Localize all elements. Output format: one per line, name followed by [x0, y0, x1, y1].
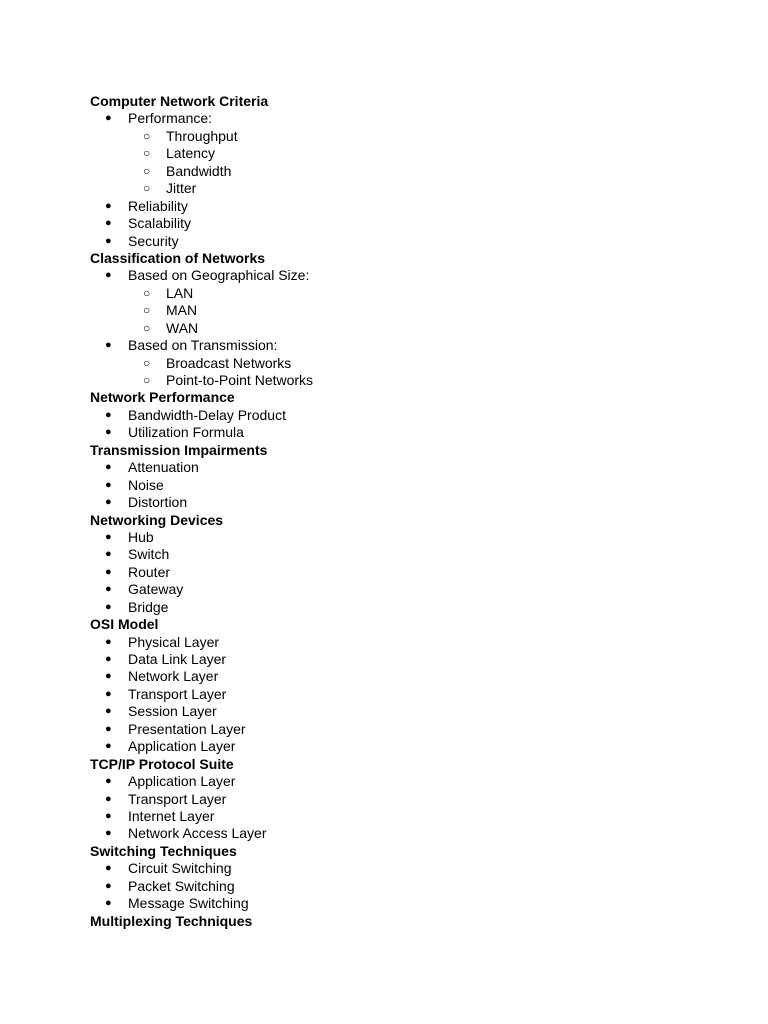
list-item-text: Hub	[128, 528, 154, 545]
list-item-text: Distortion	[128, 494, 188, 511]
list-item	[90, 721, 730, 738]
list-item-text: Circuit Switching	[128, 860, 232, 877]
list-item	[90, 581, 730, 598]
list-item-bullet: ●	[105, 269, 112, 282]
list-item-bullet: ●	[105, 670, 112, 683]
list-item	[90, 860, 730, 877]
list-item-bullet: ●	[105, 687, 112, 700]
section-heading: Classification of Networks	[90, 249, 266, 266]
section-heading: Networking Devices	[90, 511, 224, 528]
list-item-bullet: ●	[105, 635, 112, 648]
list-item	[90, 668, 730, 685]
list-item-bullet: ●	[105, 775, 112, 788]
list-item	[90, 686, 730, 703]
list-item	[90, 529, 730, 546]
sub-list-item-text: Latency	[166, 145, 216, 162]
list-item	[90, 878, 730, 895]
list-item-text: Transport Layer	[128, 685, 227, 702]
list-item-bullet: ●	[105, 217, 112, 230]
list-item	[90, 791, 730, 808]
list-item-bullet: ●	[105, 792, 112, 805]
list-item	[90, 424, 730, 441]
list-item-bullet: ●	[105, 199, 112, 212]
list-item-text: Noise	[128, 476, 164, 493]
list-item	[90, 825, 730, 842]
list-item	[90, 233, 730, 250]
sub-list-item-bullet: ○	[143, 163, 151, 178]
list-item	[90, 459, 730, 476]
sub-list-item-text: LAN	[166, 284, 194, 301]
sub-list-item-text: Bandwidth	[166, 162, 232, 179]
list-item-bullet: ●	[105, 653, 112, 665]
section-heading: Network Performance	[90, 389, 235, 406]
sub-list-item-text: Jitter	[166, 180, 197, 197]
sub-list-item-bullet: ○	[143, 181, 151, 196]
list-item-text: Gateway	[128, 581, 184, 598]
list-item-text: Attenuation	[128, 459, 199, 476]
list-item-text: Message Switching	[128, 895, 249, 912]
sub-list-item-bullet: ○	[143, 303, 151, 318]
list-item-text: Bridge	[128, 598, 169, 615]
list-item-text: Session Layer	[128, 703, 217, 720]
list-item-text: Based on Transmission:	[128, 337, 278, 354]
sub-list-item	[90, 163, 730, 180]
list-item	[90, 895, 730, 912]
sub-list-item	[90, 372, 730, 389]
list-item-bullet: ●	[105, 809, 112, 822]
sub-list-item	[90, 302, 730, 319]
list-item-text: Physical Layer	[128, 633, 220, 650]
list-item-text: Data Link Layer	[128, 651, 227, 667]
list-item	[90, 703, 730, 720]
sub-list-item	[90, 180, 730, 197]
list-item-text: Network Access Layer	[128, 825, 267, 842]
list-item	[90, 110, 730, 127]
section-heading: Multiplexing Techniques	[90, 912, 253, 929]
list-item-text: Switch	[128, 546, 170, 563]
sub-list-item-text: Point-to-Point Networks	[166, 372, 314, 388]
list-item-text: Application Layer	[128, 738, 236, 755]
document-body	[90, 93, 730, 930]
list-item	[90, 198, 730, 215]
sub-list-item-text: MAN	[166, 302, 198, 319]
sub-list-item	[90, 320, 730, 337]
list-item-text: Application Layer	[128, 773, 236, 790]
sub-list-item-bullet: ○	[143, 146, 151, 161]
sub-list-item	[90, 128, 730, 145]
list-item-bullet: ●	[105, 478, 112, 491]
list-item-bullet: ●	[105, 897, 112, 910]
list-item-text: Network Layer	[128, 668, 219, 685]
list-item	[90, 494, 730, 511]
list-item	[90, 267, 730, 284]
sub-list-item-bullet: ○	[143, 355, 151, 370]
sub-list-item-bullet: ○	[143, 373, 151, 387]
list-item	[90, 215, 730, 232]
sub-list-item-text: Broadcast Networks	[166, 354, 292, 371]
sub-list-item	[90, 145, 730, 162]
list-item	[90, 477, 730, 494]
list-item-bullet: ●	[105, 426, 112, 439]
list-item	[90, 738, 730, 755]
sub-list-item-text: Throughput	[166, 127, 238, 144]
list-item-text: Internet Layer	[128, 807, 215, 824]
list-item	[90, 773, 730, 790]
list-item-text: Scalability	[128, 215, 192, 232]
list-item-bullet: ●	[105, 234, 112, 247]
sub-list-item-bullet: ○	[143, 128, 151, 143]
list-item-bullet: ●	[105, 408, 112, 421]
section-heading: Transmission Impairments	[90, 441, 268, 458]
list-item-text: Reliability	[128, 197, 188, 214]
list-item	[90, 546, 730, 563]
list-item-text: Performance:	[128, 110, 213, 127]
list-item	[90, 599, 730, 616]
section-heading: OSI Model	[90, 616, 159, 633]
sub-list-item	[90, 285, 730, 302]
sub-list-item	[90, 355, 730, 372]
section-heading: TCP/IP Protocol Suite	[90, 755, 234, 772]
list-item-bullet: ●	[105, 600, 112, 613]
list-item-bullet: ●	[105, 740, 112, 753]
sub-list-item-bullet: ○	[143, 285, 151, 300]
list-item-bullet: ●	[105, 548, 112, 561]
list-item-bullet: ●	[105, 461, 112, 474]
list-item-bullet: ●	[105, 862, 112, 875]
list-item	[90, 407, 730, 424]
list-item	[90, 651, 730, 668]
section-heading: Computer Network Criteria	[90, 93, 269, 109]
list-item-bullet: ●	[105, 530, 112, 543]
list-item-text: Router	[128, 563, 171, 580]
list-item-text: Transport Layer	[128, 790, 227, 807]
list-item-text: Security	[128, 232, 179, 249]
list-item	[90, 564, 730, 581]
list-item-bullet: ●	[105, 705, 112, 718]
sub-list-item-bullet: ○	[143, 320, 151, 335]
list-item	[90, 337, 730, 354]
list-item-text: Utilization Formula	[128, 424, 244, 441]
list-item-bullet: ●	[105, 722, 112, 735]
list-item	[90, 808, 730, 825]
list-item-text: Bandwidth-Delay Product	[128, 406, 286, 423]
list-item	[90, 634, 730, 651]
list-item-bullet: ●	[105, 565, 112, 578]
list-item-bullet: ●	[105, 583, 112, 596]
list-item-bullet: ●	[105, 496, 112, 509]
list-item-bullet: ●	[105, 827, 112, 840]
list-item-text: Based on Geographical Size:	[128, 267, 310, 284]
sub-list-item-text: WAN	[166, 319, 199, 336]
list-item-bullet: ●	[105, 339, 112, 352]
list-item-text: Packet Switching	[128, 877, 235, 894]
list-item-bullet: ●	[105, 879, 112, 892]
list-item-bullet: ●	[105, 112, 112, 125]
section-heading: Switching Techniques	[90, 842, 237, 859]
list-item-text: Presentation Layer	[128, 720, 246, 737]
